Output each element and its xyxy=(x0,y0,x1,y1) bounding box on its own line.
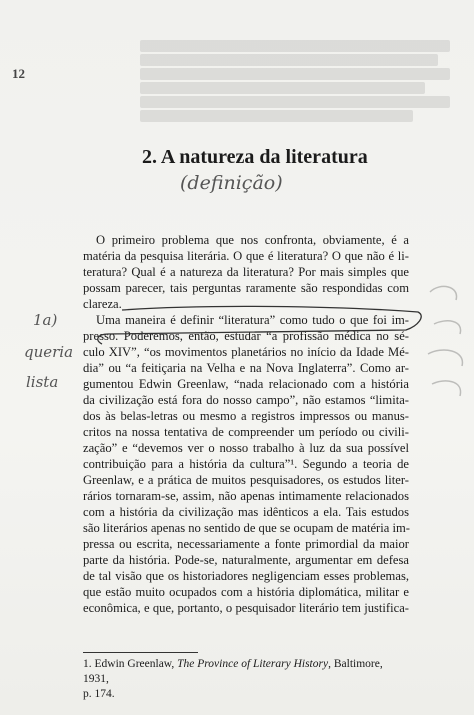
text-line: presso. Poderemos, então, estudar “a profissão médica no sé- xyxy=(83,329,409,343)
text-line: parte da história. Pode-se, naturalmente, argumentar em defesa xyxy=(83,553,409,567)
text-line: econômica, e que, portanto, o pesquisador literário tem justifica- xyxy=(83,601,409,615)
text-line: possam parecer, tais perguntas raramente são respondidas com xyxy=(83,281,409,295)
margin-note-1: 1a) xyxy=(33,311,58,329)
text-line: pressa ou escrita, necessariamente a fonte primordial da maior xyxy=(83,537,409,551)
margin-note-2: queria xyxy=(24,343,74,361)
text-line: dos às belas-letras ou mesmo a registros impressos ou manus- xyxy=(83,409,409,423)
text-line: dia” ou “a feitiçaria na Velha e na Nova Inglaterra”. Como ar- xyxy=(83,361,409,375)
footnote-page: p. 174. xyxy=(83,688,115,700)
text-line: rários tornaram-se, assim, não apenas intimamente relacionados xyxy=(83,489,409,503)
footnote-prefix: 1. Edwin Greenlaw, xyxy=(83,658,178,670)
text-line: da civilização está fora do nosso campo”, não estamos “limita- xyxy=(83,393,409,407)
body-paragraphs xyxy=(83,232,409,616)
text-line: são literários apenas no sentido de que se ocupam de matéria im- xyxy=(83,521,410,535)
text-line: matéria da pesquisa literária. O que é literatura? O que não é li- xyxy=(83,249,409,263)
margin-note-3: lista xyxy=(26,373,59,391)
text-line: zação” e “devemos ver o nosso trabalho à luz da sua possível xyxy=(83,441,409,455)
text-line: gumentou Edwin Greenlaw, “nada relacionado com a história xyxy=(83,377,409,391)
footnote-suffix: , Baltimore, 1931, xyxy=(83,658,383,685)
footnote xyxy=(83,657,409,702)
text-line: com a história da civilização mas idênticos a ela. Tais estudos xyxy=(83,505,409,519)
text-line: de tal visão que os historiadores negligenciam esses problemas, xyxy=(83,569,409,583)
handwritten-title-note: (definição) xyxy=(180,172,283,194)
text-line: contribuição para a história da cultura”¹. Segundo a teoria de xyxy=(83,457,409,471)
text-line: O primeiro problema que nos confronta, obviamente, é a xyxy=(96,233,409,247)
chapter-title: 2. A natureza da literatura xyxy=(142,146,368,168)
text-line: clareza. xyxy=(83,297,122,311)
text-line: teratura? Qual é a natureza da literatura? Por mais simples que xyxy=(83,265,409,279)
text-line: Greenlaw, e a prática de muitos pesquisadores, os estudos liter- xyxy=(83,473,409,487)
footnote-rule xyxy=(83,652,198,653)
text-line: critos na nossa tentativa de compreender um período ou civili- xyxy=(83,425,409,439)
page-number: 12 xyxy=(12,66,25,81)
text-line: culo XIV”, “os movimentos planetários no início da Idade Mé- xyxy=(83,345,409,359)
show-through-handwriting xyxy=(420,280,474,420)
text-line: que estão muito ocupados com a história diplomática, militar e xyxy=(83,585,409,599)
text-line: Uma maneira é definir “literatura” como tudo o que foi im- xyxy=(96,313,409,327)
show-through-text xyxy=(140,40,450,135)
footnote-book-title: The Province of Literary History xyxy=(177,658,329,670)
